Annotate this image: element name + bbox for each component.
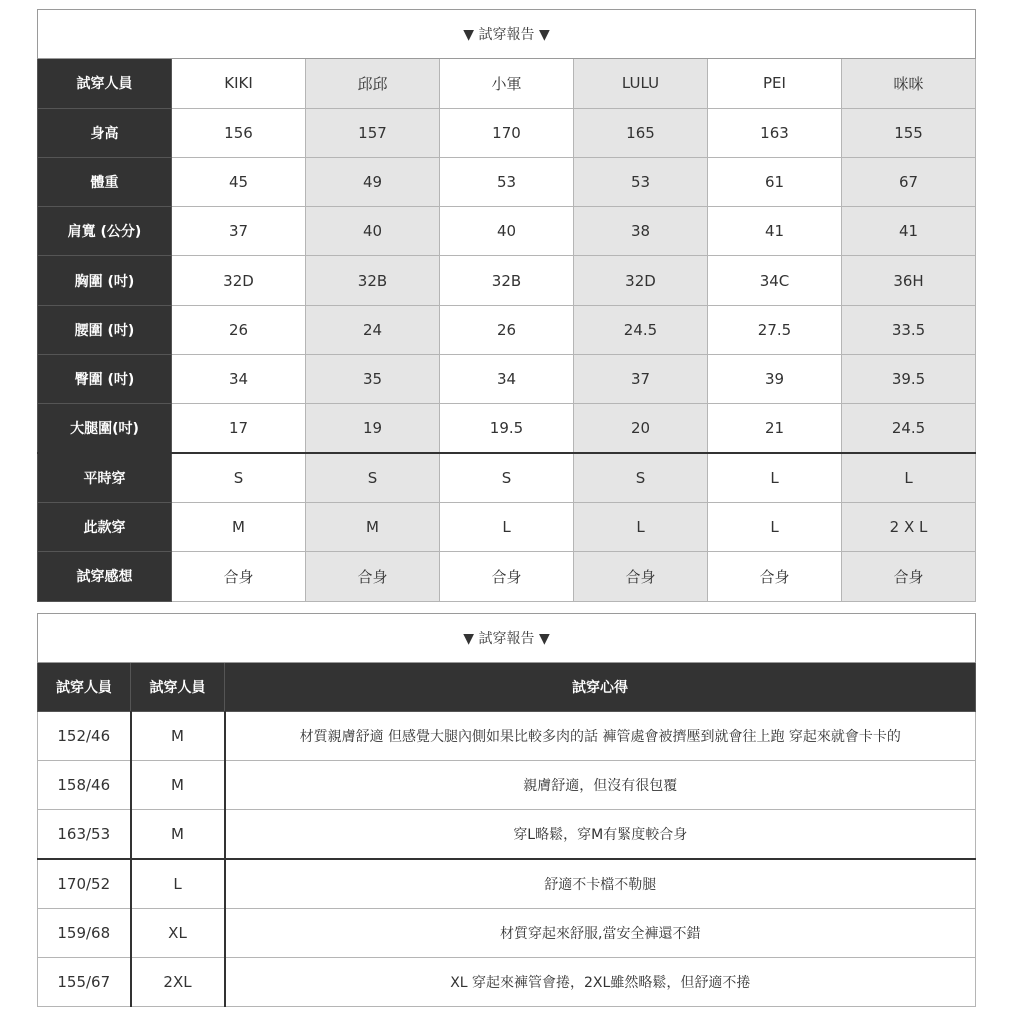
cell-value: 19 (306, 404, 440, 453)
table-row (38, 552, 976, 601)
person-name: 邱邱 (306, 59, 440, 108)
cell-value: 24 (306, 305, 440, 354)
cell-value: 合身 (172, 552, 306, 601)
person-name: KIKI (172, 59, 306, 108)
header-comment: 試穿心得 (225, 663, 976, 712)
cell-value: 32B (440, 256, 574, 305)
cell-value: 21 (708, 404, 842, 453)
comment-text: 材質穿起來舒服,當安全褲還不錯 (225, 908, 976, 957)
table-row (38, 712, 976, 761)
comment-text: 穿L略鬆，穿M有緊度較合身 (225, 810, 976, 859)
report-title: ▼ 試穿報告 ▼ (38, 614, 976, 663)
cell-value: 61 (708, 157, 842, 206)
cell-value: L (842, 453, 976, 502)
cell-value: S (306, 453, 440, 502)
comment-text: 親膚舒適，但沒有很包覆 (225, 761, 976, 810)
cell-value: 37 (172, 207, 306, 256)
cell-value: 67 (842, 157, 976, 206)
cell-value: L (708, 502, 842, 551)
cell-value: 39.5 (842, 355, 976, 404)
cell-value: 27.5 (708, 305, 842, 354)
cell-value: 2 X L (842, 502, 976, 551)
row-label-person: 試穿人員 (38, 59, 172, 108)
table-row (38, 305, 976, 354)
person-stats: 152/46 (38, 712, 131, 761)
table-row (38, 157, 976, 206)
cell-value: 165 (574, 108, 708, 157)
header-size: 試穿人員 (131, 663, 225, 712)
cell-value: 24.5 (574, 305, 708, 354)
size-value: XL (131, 908, 225, 957)
cell-value: 35 (306, 355, 440, 404)
cell-value: 26 (440, 305, 574, 354)
row-label: 體重 (38, 157, 172, 206)
row-label: 身高 (38, 108, 172, 157)
table-row (38, 761, 976, 810)
person-stats: 158/46 (38, 761, 131, 810)
table-row (38, 453, 976, 502)
cell-value: 32D (172, 256, 306, 305)
size-value: M (131, 810, 225, 859)
cell-value: M (172, 502, 306, 551)
cell-value: 合身 (842, 552, 976, 601)
table-row (38, 810, 976, 859)
table-row (38, 256, 976, 305)
cell-value: 33.5 (842, 305, 976, 354)
person-name: 咪咪 (842, 59, 976, 108)
cell-value: 32D (574, 256, 708, 305)
table-row (38, 404, 976, 453)
table-row (38, 108, 976, 157)
cell-value: 41 (842, 207, 976, 256)
row-label: 胸圍 (吋) (38, 256, 172, 305)
row-label: 肩寬 (公分) (38, 207, 172, 256)
cell-value: 34 (172, 355, 306, 404)
table-row (38, 908, 976, 957)
row-label: 腰圍 (吋) (38, 305, 172, 354)
cell-value: 合身 (574, 552, 708, 601)
cell-value: 38 (574, 207, 708, 256)
cell-value: 17 (172, 404, 306, 453)
size-value: M (131, 761, 225, 810)
cell-value: 20 (574, 404, 708, 453)
cell-value: 39 (708, 355, 842, 404)
cell-value: S (574, 453, 708, 502)
person-stats: 159/68 (38, 908, 131, 957)
cell-value: 37 (574, 355, 708, 404)
cell-value: 45 (172, 157, 306, 206)
table-row (38, 957, 976, 1006)
person-stats: 163/53 (38, 810, 131, 859)
cell-value: 40 (306, 207, 440, 256)
cell-value: 34C (708, 256, 842, 305)
cell-value: 170 (440, 108, 574, 157)
cell-value: 合身 (440, 552, 574, 601)
cell-value: S (172, 453, 306, 502)
cell-value: L (708, 453, 842, 502)
cell-value: 40 (440, 207, 574, 256)
table-row (38, 502, 976, 551)
cell-value: 合身 (708, 552, 842, 601)
fitting-report-table (37, 9, 976, 602)
cell-value: 34 (440, 355, 574, 404)
cell-value: M (306, 502, 440, 551)
fitting-comments-table (37, 613, 976, 1007)
cell-value: 156 (172, 108, 306, 157)
table-row (38, 355, 976, 404)
cell-value: 163 (708, 108, 842, 157)
cell-value: L (574, 502, 708, 551)
size-value: 2XL (131, 957, 225, 1006)
comment-text: 舒適不卡檔不勒腿 (225, 859, 976, 908)
cell-value: 155 (842, 108, 976, 157)
size-value: L (131, 859, 225, 908)
cell-value: 32B (306, 256, 440, 305)
comment-text: XL 穿起來褲管會捲，2XL雖然略鬆，但舒適不捲 (225, 957, 976, 1006)
cell-value: 26 (172, 305, 306, 354)
cell-value: 157 (306, 108, 440, 157)
person-name: PEI (708, 59, 842, 108)
person-stats: 170/52 (38, 859, 131, 908)
cell-value: 19.5 (440, 404, 574, 453)
table-row (38, 207, 976, 256)
row-label: 臀圍 (吋) (38, 355, 172, 404)
cell-value: L (440, 502, 574, 551)
cell-value: 53 (574, 157, 708, 206)
comment-text: 材質親膚舒適 但感覺大腿內側如果比較多肉的話 褲管處會被擠壓到就會往上跑 穿起來就會卡卡的 (225, 712, 976, 761)
person-name: LULU (574, 59, 708, 108)
person-stats: 155/67 (38, 957, 131, 1006)
cell-value: 24.5 (842, 404, 976, 453)
size-value: M (131, 712, 225, 761)
cell-value: S (440, 453, 574, 502)
cell-value: 合身 (306, 552, 440, 601)
row-label: 此款穿 (38, 502, 172, 551)
cell-value: 49 (306, 157, 440, 206)
person-name: 小軍 (440, 59, 574, 108)
row-label: 試穿感想 (38, 552, 172, 601)
row-label: 平時穿 (38, 453, 172, 502)
header-person: 試穿人員 (38, 663, 131, 712)
cell-value: 41 (708, 207, 842, 256)
cell-value: 53 (440, 157, 574, 206)
report-title: ▼ 試穿報告 ▼ (38, 10, 976, 59)
row-label: 大腿圍(吋) (38, 404, 172, 453)
table-row (38, 859, 976, 908)
cell-value: 36H (842, 256, 976, 305)
